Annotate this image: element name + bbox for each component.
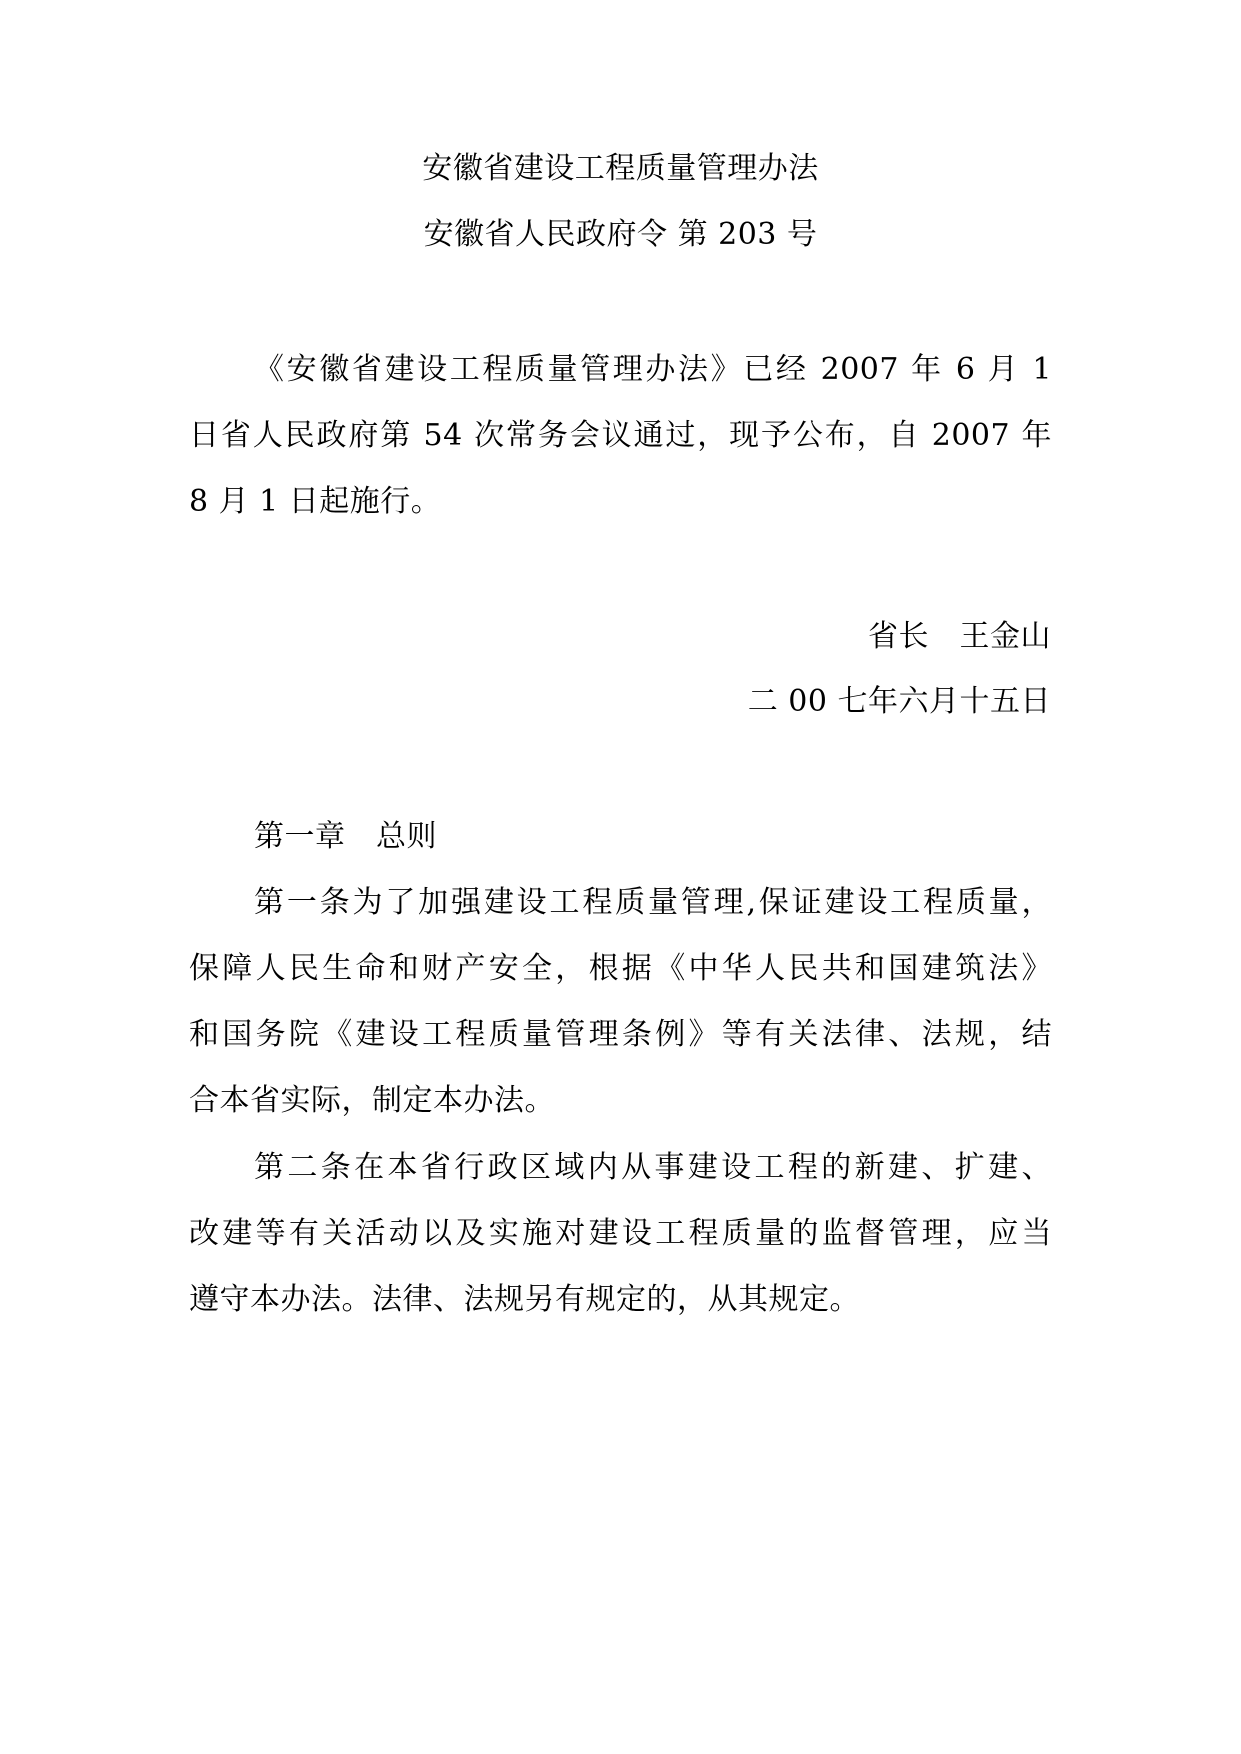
article-1-line-4: 合本省实际，制定本办法。 (189, 1083, 555, 1118)
article-1-line-1: 第一条为了加强建设工程质量管理,保证建设工程质量， (254, 885, 1052, 920)
article-2-line-2: 改建等有关活动以及实施对建设工程质量的监督管理，应当 (189, 1216, 1052, 1251)
article-1-line-3: 和国务院《建设工程质量管理条例》等有关法律、法规，结 (189, 1017, 1052, 1052)
promulgation-line-3: 8 月 1 日起施行。 (189, 484, 442, 519)
article-2-line-3: 遵守本办法。法律、法规另有规定的，从其规定。 (189, 1282, 860, 1317)
article-2-line-1: 第二条在本省行政区域内从事建设工程的新建、扩建、 (254, 1150, 1052, 1185)
promulgation-line-2: 日省人民政府第 54 次常务会议通过，现予公布，自 2007 年 (189, 418, 1052, 453)
order-number: 安徽省人民政府令 第 203 号 (423, 217, 818, 252)
document-title: 安徽省建设工程质量管理办法 (422, 151, 819, 186)
article-1-line-2: 保障人民生命和财产安全，根据《中华人民共和国建筑法》 (189, 951, 1052, 986)
signature-date: 二 00 七年六月十五日 (747, 684, 1051, 719)
promulgation-line-1: 《安徽省建设工程质量管理办法》已经 2007 年 6 月 1 (254, 352, 1052, 387)
signer: 省长 王金山 (868, 619, 1051, 654)
chapter-heading: 第一章 总则 (254, 819, 437, 854)
